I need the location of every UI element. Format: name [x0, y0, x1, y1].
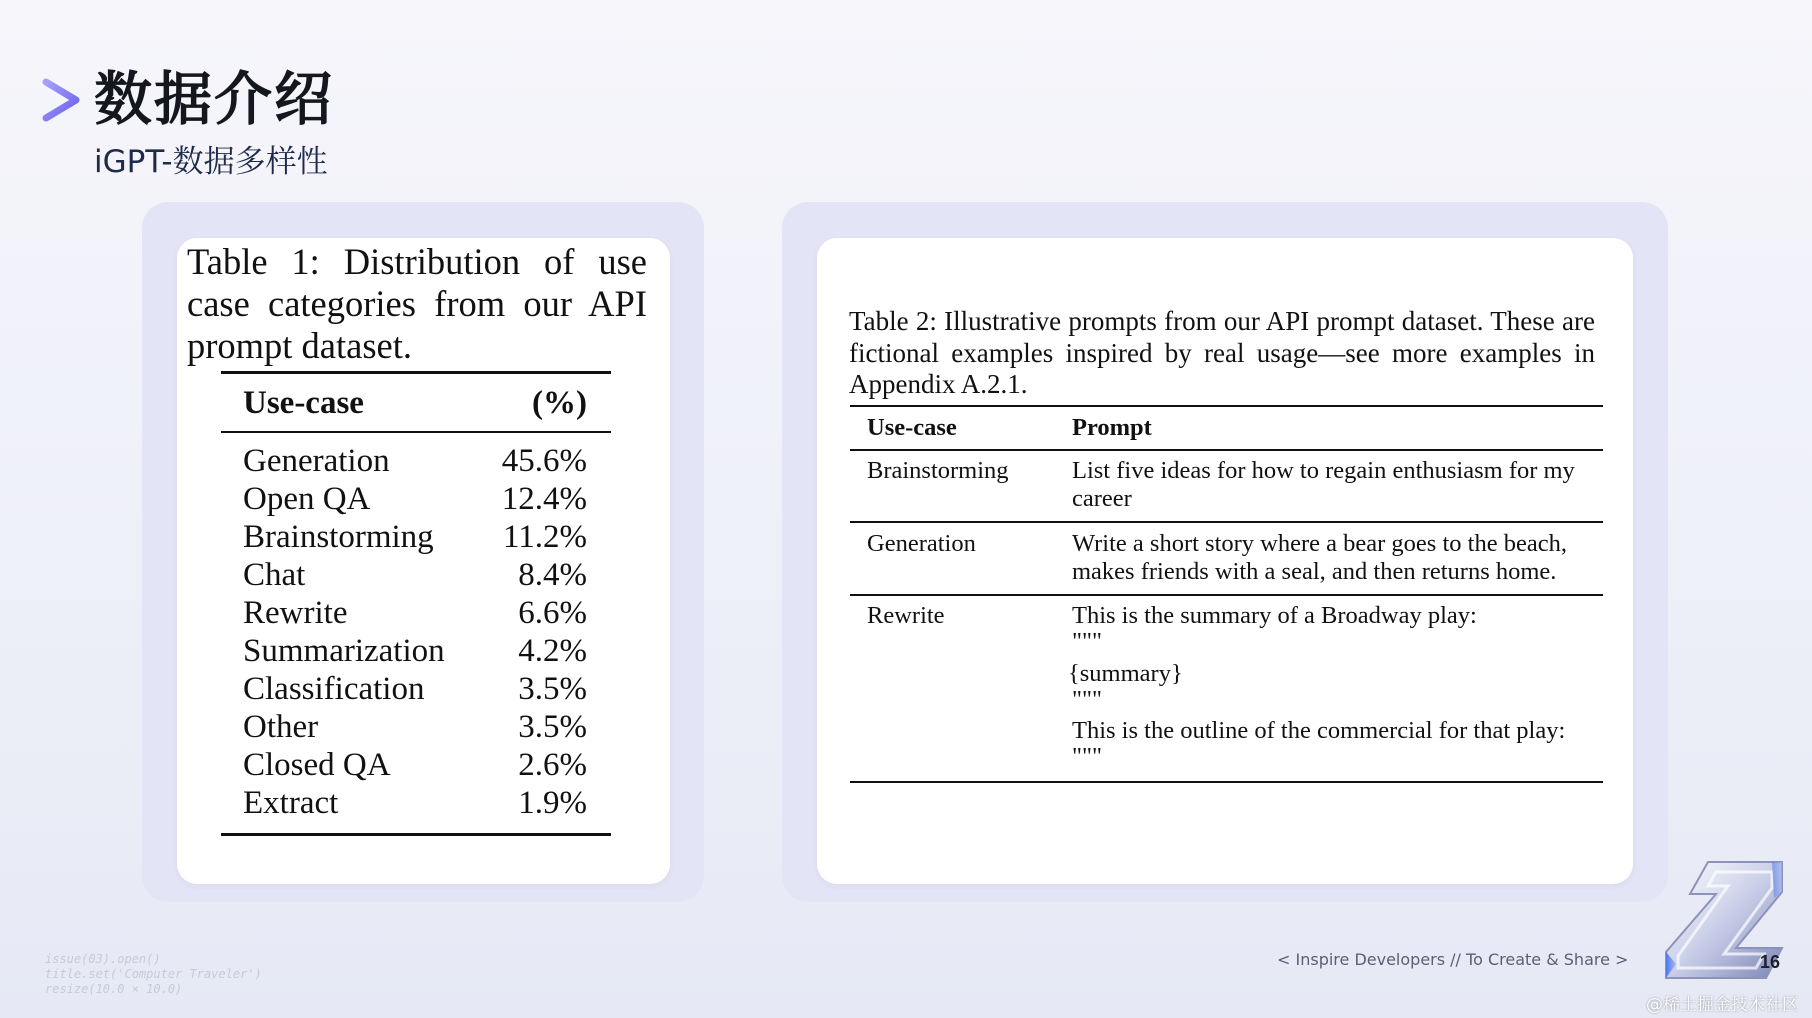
table1-row-label: Classification [243, 671, 425, 707]
table2-header-usecase: Use-case [867, 414, 957, 441]
table1-row-label: Brainstorming [243, 519, 434, 555]
table1-top-rule [221, 371, 611, 374]
table2-row-rule [850, 521, 1603, 523]
table1-row [243, 632, 587, 670]
table2-row-usecase: Generation [867, 530, 976, 557]
table2-prompt-line: This is the summary of a Broadway play: [1072, 602, 1477, 629]
table1-row [243, 594, 587, 632]
table1-row-value: 3.5% [518, 709, 587, 745]
table1-bottom-rule [221, 833, 611, 836]
code-line: resize(10.0 × 10.0) [45, 982, 183, 996]
table1-row-value: 1.9% [518, 785, 587, 821]
table1-row [243, 480, 587, 518]
table1-row-label: Open QA [243, 481, 371, 517]
table1-caption: Table 1: Distribution of use case categories from our API prompt dataset. [187, 241, 647, 366]
table1-row-value: 2.6% [518, 747, 587, 783]
code-line: issue(03).open() [45, 952, 161, 966]
page-number: 16 [1760, 952, 1781, 972]
page-subtitle: iGPT-数据多样性 [94, 144, 328, 180]
table2-bottom-rule [850, 781, 1603, 783]
table2-row-usecase: Brainstorming [867, 457, 1009, 484]
table2-prompt-line: This is the outline of the commercial for that play: [1072, 717, 1566, 744]
table1-header-rule [221, 431, 611, 433]
table1-row [243, 670, 587, 708]
table2-row-prompt: List five ideas for how to regain enthusiasm for my career [1072, 457, 1575, 512]
table1-row [243, 518, 587, 556]
table1-row-label: Extract [243, 785, 339, 821]
table1-row-label: Generation [243, 443, 390, 479]
table2-prompt-line: """ [1072, 743, 1103, 770]
code-line: title.set('Computer Traveler') [45, 967, 262, 981]
table1-row-label: Closed QA [243, 747, 391, 783]
table1-row-value: 45.6% [501, 443, 587, 479]
table1-row-value: 12.4% [501, 481, 587, 517]
table2-header-rule [850, 449, 1603, 451]
page-title: 数据介绍 [94, 65, 335, 133]
table1-row-value: 3.5% [518, 671, 587, 707]
table1-row-label: Summarization [243, 633, 445, 669]
footer-tagline: < Inspire Developers // To Create & Share > [1277, 950, 1629, 969]
table2-row-rule [850, 594, 1603, 596]
table2-header-prompt: Prompt [1072, 414, 1152, 441]
table1-row-value: 11.2% [502, 519, 587, 555]
table1-row [243, 746, 587, 784]
table1-row [243, 442, 587, 480]
table1-row-value: 6.6% [518, 595, 587, 631]
table1-row-label: Chat [243, 557, 306, 593]
decorative-code-snippet [45, 952, 262, 997]
table2-row-prompt: Write a short story where a bear goes to the beach, makes friends with a seal, and then returns home. [1072, 530, 1567, 585]
table2-prompt-line: """ [1072, 628, 1103, 655]
table1-row-value: 4.2% [518, 633, 587, 669]
table1-header-usecase: Use-case [243, 385, 364, 421]
table1-row [243, 784, 587, 822]
table2-prompt-line: """ [1072, 686, 1103, 713]
watermark: @稀土掘金技术社区 [1646, 995, 1799, 1015]
table2-row-usecase: Rewrite [867, 602, 945, 629]
table2-prompt-line: {summary} [1068, 660, 1183, 687]
table2-top-rule [850, 405, 1603, 407]
table2-caption: Table 2: Illustrative prompts from our API prompt dataset. These are fictional examples inspired by real usage—see more examples in Appendix A.2.1. [849, 306, 1595, 399]
table1-row-value: 8.4% [518, 557, 587, 593]
chevron-right-icon [42, 78, 82, 122]
table1-row [243, 556, 587, 594]
table1-row-label: Other [243, 709, 319, 745]
table1-row [243, 708, 587, 746]
table1-row-label: Rewrite [243, 595, 348, 631]
table1-header [243, 382, 587, 424]
table1-header-percent: (%) [532, 385, 587, 421]
